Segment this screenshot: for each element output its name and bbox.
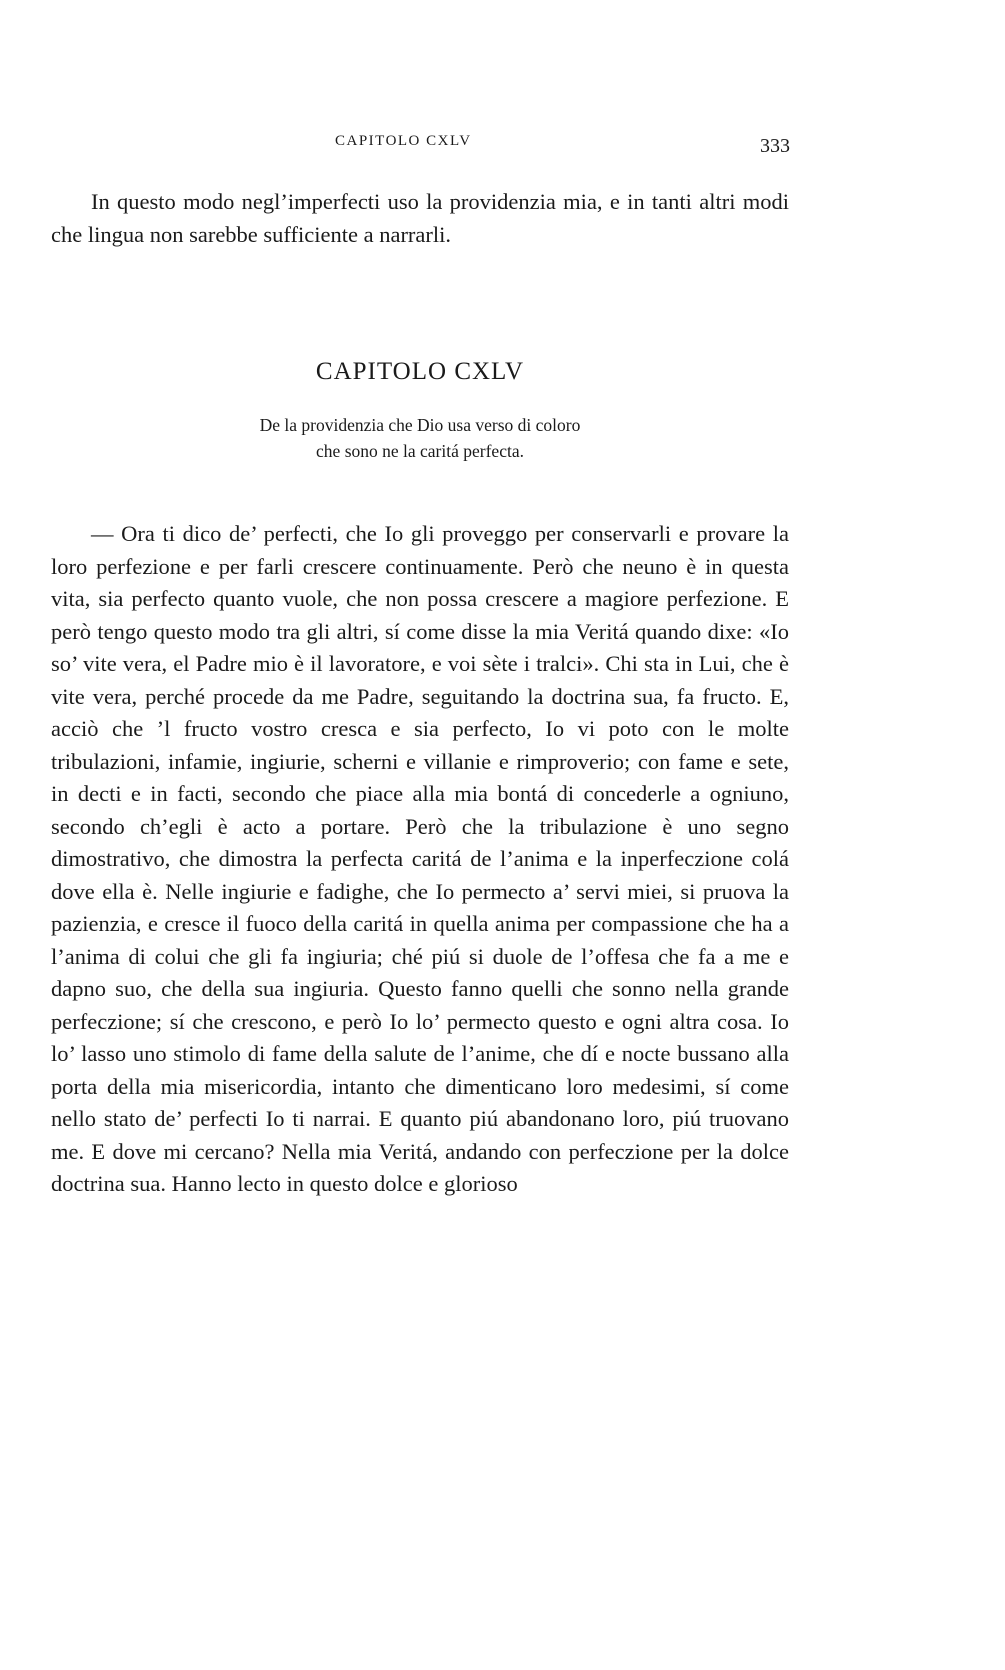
- main-paragraph: — Ora ti dico de’ perfecti, che Io gli proveggo per conservarli e provare la loro perfezione e per farli crescere continuamente. Però che neuno è in questa vita, sia perfecto quanto vuole, che non possa crescere a magiore perfezione. E però tengo questo modo tra gli altri, sí come disse la mia Veritá quando dixe: «Io so’ vite vera, el Padre mio è il lavoratore, e voi sète i tralci». Chi sta in Lui, che è vite vera, perché procede da me Padre, seguitando la doctrina sua, fa fructo. E, acciò che ’l fructo vostro cresca e sia perfecto, Io vi poto con le molte tribulazioni, infamie, ingiurie, scherni e villanie e rimproverio; con fame e sete, in decti e in facti, secondo che piace alla mia bontá di concederle a ogniuno, secondo ch’egli è acto a portare. Però che la tribulazione è uno segno dimostrativo, che dimostra la perfecta caritá de l’anima e la inperfeczione colá dove ella è. Nelle ingiurie e fadighe, che Io permecto a’ servi miei, si pruova la pazienzia, e cresce il fuoco della caritá in quella anima per compassione che ha a l’anima di colui che gli fa ingiuria; ché piú si duole de l’offesa che fa a me e dapno suo, che della sua ingiuria. Questo fanno quelli che sonno nella grande perfeczione; sí che crescono, e però Io lo’ permecto questo e ogni altra cosa. Io lo’ lasso uno stimolo di fame della salute de l’anime, che dí e nocte bussano alla porta della mia misericordia, intanto che dimenticano loro medesimi, sí come nello stato de’ perfecti Io ti narrai. E quanto piú abandonano loro, piú truovano me. E dove mi cercano? Nella mia Veritá, andando con perfeczione per la dolce doctrina sua. Hanno lecto in questo dolce e glorioso: [51, 521, 789, 1196]
- page-number: 333: [760, 135, 790, 157]
- carry-over-paragraph: In questo modo negl’imperfecti uso la providenzia mia, e in tanti altri modi che lingua non sarebbe sufficiente a narrarli.: [51, 189, 789, 247]
- chapter-summary: [50, 412, 790, 464]
- chapter-summary-line-1: De la providenzia che Dio usa verso di coloro: [259, 415, 581, 435]
- chapter-heading: CAPITOLO CXLV: [315, 358, 525, 385]
- running-head-title: CAPITOLO CXLV: [335, 133, 472, 149]
- chapter-summary-line-2: che sono ne la caritá perfecta.: [316, 441, 524, 461]
- running-head: [50, 133, 790, 163]
